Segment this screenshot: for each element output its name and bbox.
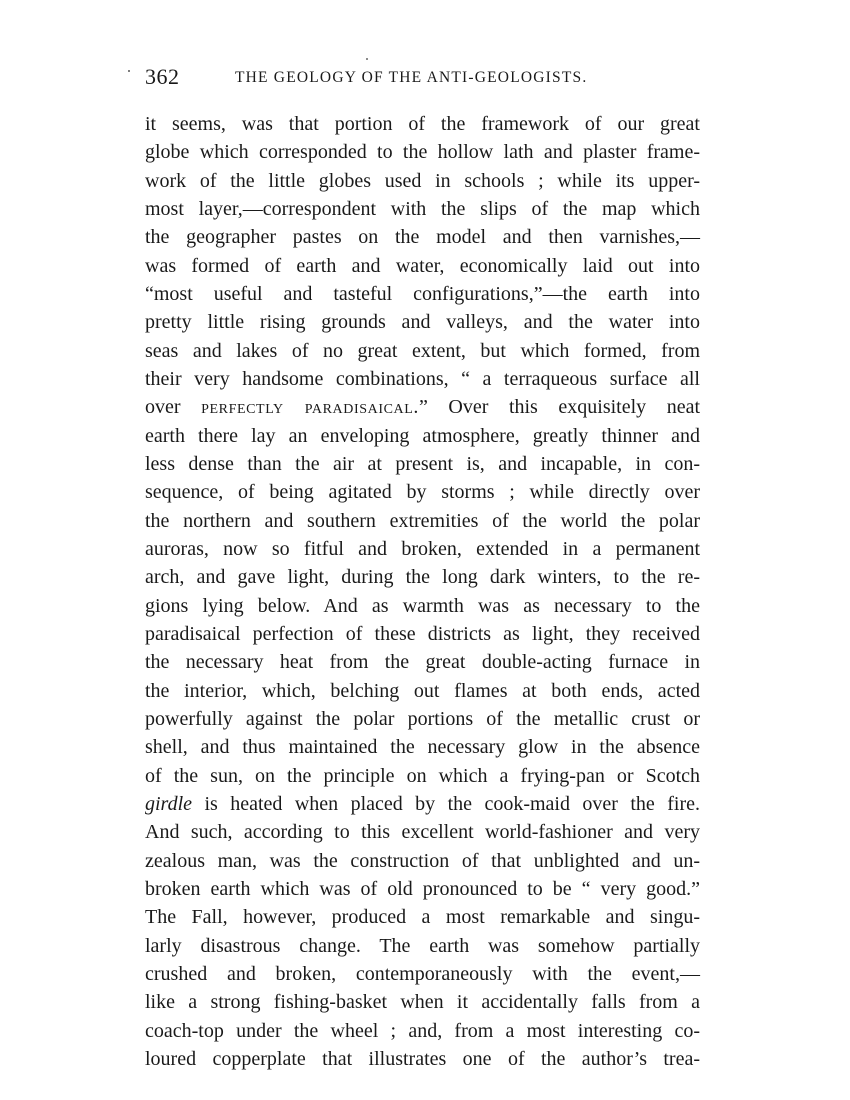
- body-text: [145, 110, 700, 1073]
- page-number: 362: [145, 64, 180, 89]
- text-line: zealous man, was the construction of that unblighted and un-: [145, 849, 700, 872]
- running-head: THE GEOLOGY OF THE ANTI-GEOLOGISTS.: [235, 69, 588, 86]
- text-line: coach-top under the wheel ; and, from a most interesting co-: [145, 1019, 700, 1042]
- italic-term: girdle: [145, 792, 193, 815]
- text-line: crushed and broken, contemporaneously with the event,—: [145, 962, 700, 985]
- text-fragment: over: [145, 396, 202, 419]
- text-line: gions lying below. And as warmth was as necessary to the: [145, 594, 700, 617]
- text-line: The Fall, however, produced a most remarkable and singu-: [145, 906, 700, 929]
- text-line: seas and lakes of no great extent, but which formed, from: [145, 339, 700, 362]
- print-speck: [128, 70, 130, 72]
- text-fragment: is heated when placed by the cook-maid over the fire.: [192, 792, 700, 815]
- text-line: work of the little globes used in schools ; while its upper-: [145, 169, 700, 192]
- text-line: like a strong fishing-basket when it accidentally falls from a: [145, 991, 700, 1014]
- text-line: their very handsome combinations, “ a terraqueous surface all: [145, 367, 700, 390]
- text-line: larly disastrous change. The earth was somehow partially: [145, 934, 700, 957]
- text-line: of the sun, on the principle on which a frying-pan or Scotch: [145, 764, 700, 787]
- text-line: it seems, was that portion of the framework of our great: [145, 113, 700, 135]
- small-caps-phrase: perfectly paradisaical.: [201, 396, 419, 419]
- text-line: pretty little rising grounds and valleys, and the water into: [145, 311, 700, 334]
- text-line: earth there lay an enveloping atmosphere, greatly thinner and: [145, 424, 700, 447]
- text-line: sequence, of being agitated by storms ; while directly over: [145, 481, 700, 504]
- text-line: the interior, which, belching out flames at both ends, acted: [145, 679, 700, 702]
- text-line: paradisaical perfection of these districts as light, they received: [145, 622, 700, 645]
- text-line: powerfully against the polar portions of the metallic crust or: [145, 707, 700, 730]
- text-line: And such, according to this excellent world-fashioner and very: [145, 821, 700, 844]
- text-line: [145, 393, 700, 421]
- text-line: less dense than the air at present is, and incapable, in con-: [145, 452, 700, 475]
- text-line: globe which corresponded to the hollow lath and plaster frame-: [145, 141, 700, 164]
- text-line: the geographer pastes on the model and then varnishes,—: [145, 226, 700, 249]
- text-line: shell, and thus maintained the necessary glow in the absence: [145, 736, 700, 759]
- text-line: was formed of earth and water, economically laid out into: [145, 254, 700, 277]
- text-fragment: ” Over this exquisitely neat: [419, 396, 701, 419]
- page-header: [145, 64, 705, 94]
- text-line: arch, and gave light, during the long dark winters, to the re-: [145, 566, 700, 589]
- print-speck: [366, 58, 368, 60]
- text-line: the necessary heat from the great double-acting furnace in: [145, 651, 700, 674]
- text-line: “most useful and tasteful configurations,”—the earth into: [145, 282, 700, 305]
- text-line: the northern and southern extremities of the world the polar: [145, 509, 700, 532]
- text-line: most layer,—correspondent with the slips of the map which: [145, 197, 700, 220]
- text-line: [145, 790, 700, 818]
- text-line: loured copperplate that illustrates one of the author’s trea-: [145, 1047, 700, 1070]
- text-line: auroras, now so fitful and broken, extended in a permanent: [145, 537, 700, 560]
- text-line: broken earth which was of old pronounced to be “ very good.”: [145, 877, 700, 900]
